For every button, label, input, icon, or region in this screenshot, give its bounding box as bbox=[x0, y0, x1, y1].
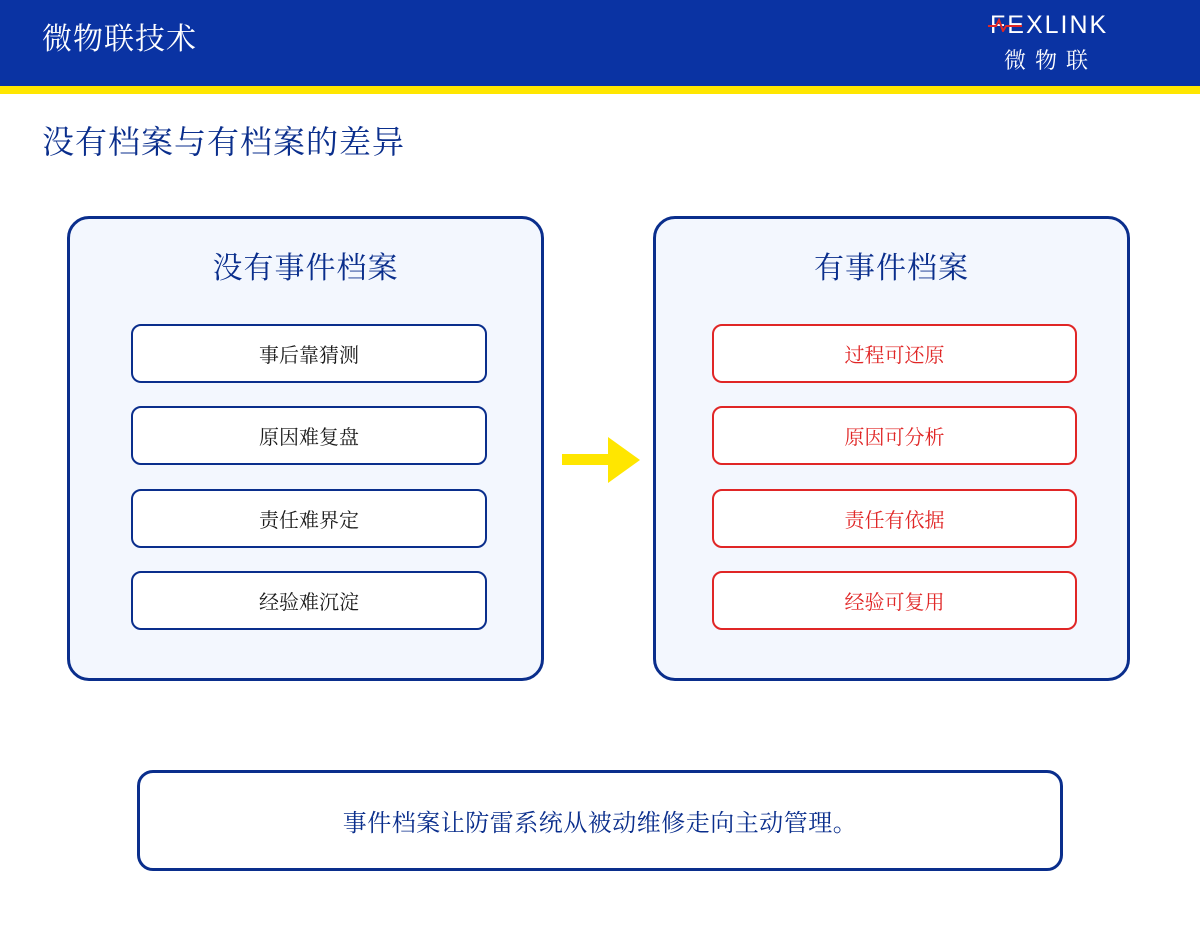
list-item: 经验难沉淀 bbox=[131, 571, 487, 630]
panel-title: 没有事件档案 bbox=[212, 251, 399, 286]
list-item: 原因难复盘 bbox=[131, 406, 487, 465]
panel-title: 有事件档案 bbox=[814, 251, 969, 286]
brand-logo bbox=[984, 8, 1114, 80]
list-item: 经验可复用 bbox=[712, 571, 1077, 630]
panel-with-archive bbox=[653, 216, 1130, 681]
pulse-icon bbox=[988, 18, 1022, 32]
header-title: 微物联技术 bbox=[42, 22, 197, 57]
list-item: 过程可还原 bbox=[712, 324, 1077, 383]
header-accent-stripe bbox=[0, 86, 1200, 94]
list-item: 原因可分析 bbox=[712, 406, 1077, 465]
arrow-right-icon bbox=[562, 437, 642, 483]
logo-text: FEXLINK bbox=[990, 11, 1109, 39]
logo-subtitle: 微物联 bbox=[1004, 49, 1098, 74]
panel-without-archive bbox=[67, 216, 544, 681]
conclusion-box: 事件档案让防雷系统从被动维修走向主动管理。 bbox=[137, 770, 1063, 871]
list-item: 责任有依据 bbox=[712, 489, 1077, 548]
list-item: 事后靠猜测 bbox=[131, 324, 487, 383]
list-item: 责任难界定 bbox=[131, 489, 487, 548]
page-title: 没有档案与有档案的差异 bbox=[42, 123, 406, 161]
header-bar bbox=[0, 0, 1200, 86]
